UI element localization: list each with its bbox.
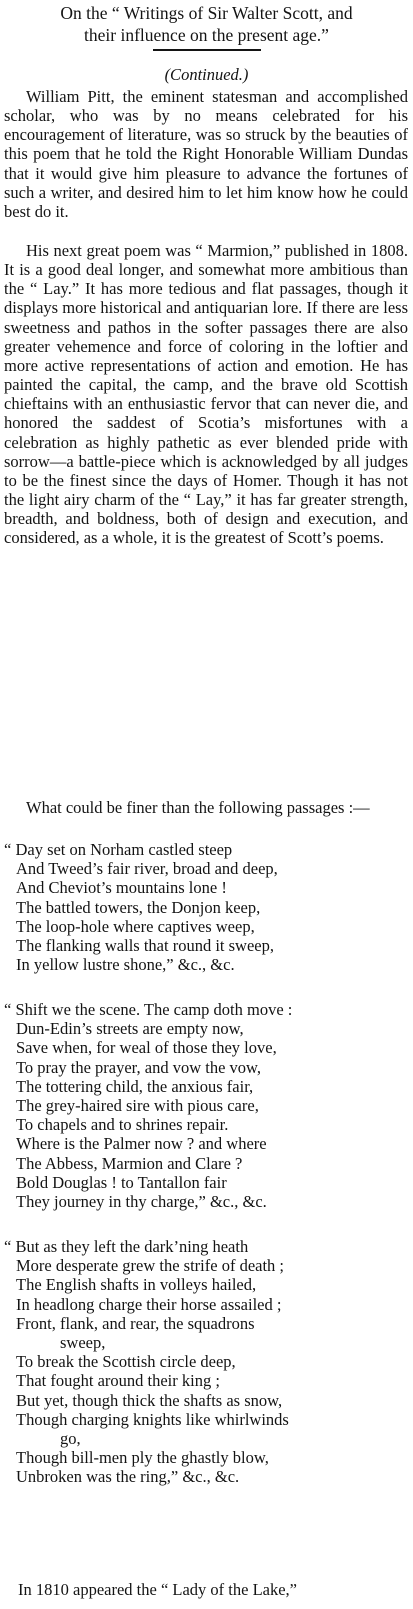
poem-line: Bold Douglas ! to Tantallon fair: [16, 1172, 227, 1192]
poem-line: “ Day set on Norham castled steep: [4, 840, 233, 859]
poem-line: To break the Scottish circle deep,: [16, 1352, 236, 1372]
quote-dun-edin: [4, 1000, 409, 1211]
poem-line: The loop-hole where captives weep,: [16, 916, 255, 936]
poem-line: The tottering child, the anxious fair,: [16, 1076, 254, 1096]
poem-line: The Abbess, Marmion and Clare ?: [16, 1153, 243, 1173]
quote-norham: [4, 840, 409, 974]
poem-line: Where is the Palmer now ? and where: [16, 1134, 267, 1154]
poem-line: They journey in thy charge,” &c., &c.: [16, 1192, 267, 1212]
paragraph-pitt: William Pitt, the eminent statesman and accomplished scholar, who was by no means celebrated for his encouragement of literature, was so struck by the beauties of this poem that he told the Right Honorable William Dundas that it would give him pleasure to advance the fortunes of such a writer, and desired him to let him know how he could best do it.: [4, 87, 408, 221]
poem-line: And Cheviot’s mountains lone !: [16, 878, 227, 898]
poem-line: To pray the prayer, and vow the vow,: [16, 1057, 261, 1077]
poem-line: More desperate grew the strife of death ;: [16, 1256, 285, 1276]
paragraph-passages-intro: What could be finer than the following passages :—: [26, 798, 370, 817]
closing-line: In 1810 appeared the “ Lady of the Lake,”: [18, 1580, 297, 1599]
poem-line: But yet, though thick the shafts as snow,: [16, 1390, 283, 1410]
poem-line: To chapels and to shrines repair.: [16, 1115, 229, 1135]
poem-line: Dun-Edin’s streets are empty now,: [16, 1019, 244, 1039]
poem-line: And Tweed’s fair river, broad and deep,: [16, 859, 278, 879]
title-rule: [153, 49, 261, 51]
poem-line: Front, flank, and rear, the squadrons: [16, 1313, 255, 1333]
poem-line: “ Shift we the scene. The camp doth move :: [4, 1000, 293, 1019]
paragraph-marmion: His next great poem was “ Marmion,” published in 1808. It is a good deal longer, and somewhat more ambitious than the “ Lay.” It has more tedious and flat passages, though it displays more historical and antiquarian lore. If there are less sweetness and pathos in the softer passages there are also greater vehemence and force of coloring in the loftier and more active representations of action and emotion. He has painted the capital, the camp, and the brave old Scottish chieftains with an enthusiastic fervor that can never die, and honored the saddest of Scotia’s misfortunes with a celebration as highly pathetic as ever blended pride with sorrow—a battle-piece which is acknowledged by all judges to be the finest since the days of Homer. Though it has not the light airy charm of the “ Lay,” it has far greater strength, breadth, and boldness, both of design and execution, and considered, as a whole, it is the greatest of Scott’s poems.: [4, 241, 408, 548]
poem-line-runover: sweep,: [60, 1333, 106, 1353]
poem-line: The flanking walls that round it sweep,: [16, 936, 274, 956]
poem-line: “ But as they left the dark’ning heath: [4, 1237, 249, 1256]
poem-line: In headlong charge their horse assailed ;: [16, 1294, 282, 1314]
poem-line: In yellow lustre shone,” &c., &c.: [16, 955, 235, 975]
article-title-line-2: their influence on the present age.”: [84, 25, 329, 45]
poem-line: Save when, for weal of those they love,: [16, 1038, 277, 1058]
poem-line: The English shafts in volleys hailed,: [16, 1275, 257, 1295]
poem-line: Though bill-men ply the ghastly blow,: [16, 1448, 269, 1468]
poem-line: Unbroken was the ring,” &c., &c.: [16, 1467, 240, 1487]
continued-label: (Continued.): [164, 65, 249, 84]
poem-line: The battled towers, the Donjon keep,: [16, 897, 261, 917]
quote-flodden: [4, 1237, 409, 1487]
poem-line: Though charging knights like whirlwinds: [16, 1409, 289, 1429]
poem-line: The grey-haired sire with pious care,: [16, 1096, 259, 1116]
poem-line-runover: go,: [60, 1429, 81, 1449]
poem-line: That fought around their king ;: [16, 1371, 220, 1391]
article-title-line-1: On the “ Writings of Sir Walter Scott, and: [60, 3, 353, 23]
